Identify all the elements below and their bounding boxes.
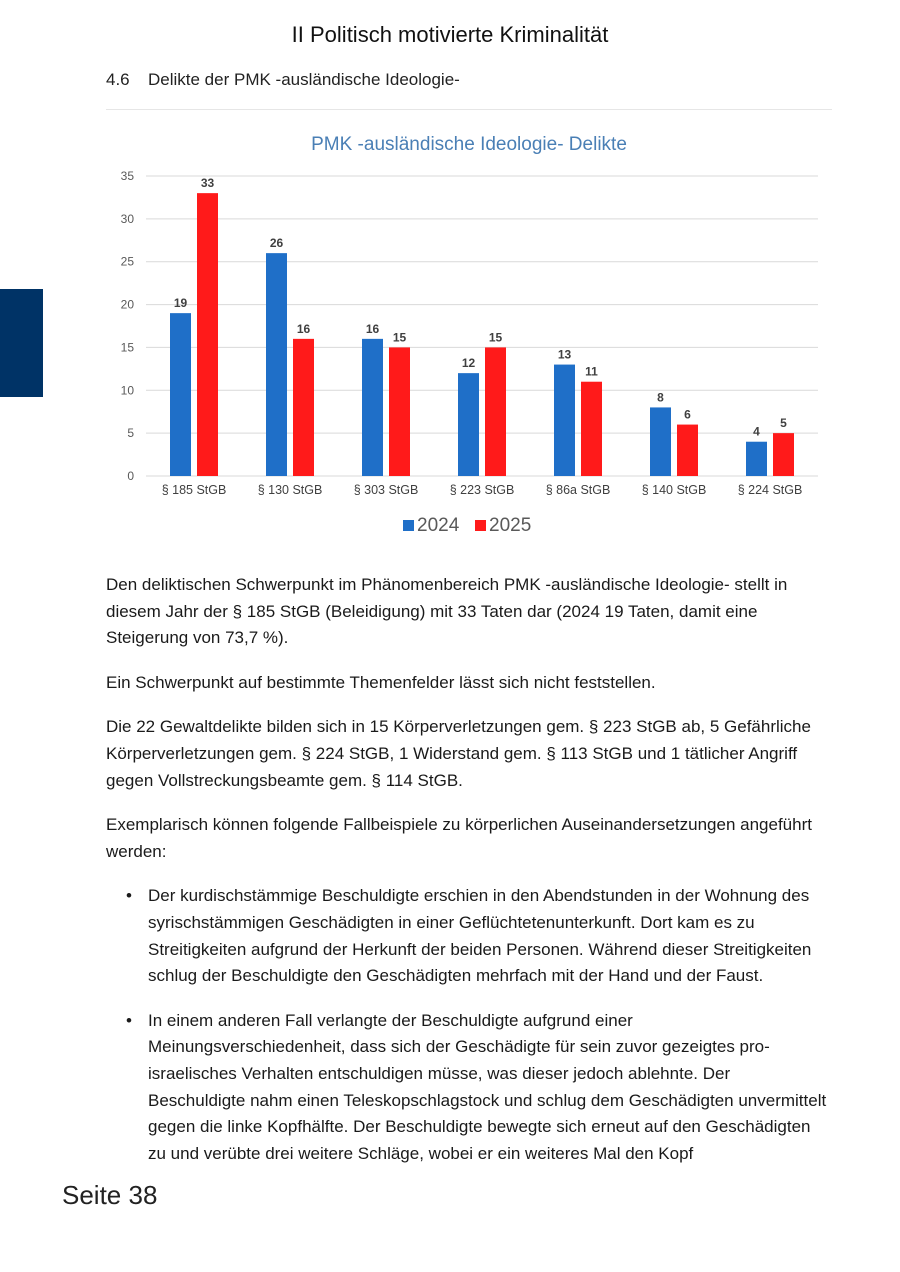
legend-label: 2024: [417, 515, 460, 536]
y-tick-label: 20: [120, 297, 134, 312]
bar-2025: [677, 425, 698, 476]
x-tick-label: § 140 StGB: [641, 483, 707, 497]
y-tick-label: 30: [120, 211, 134, 226]
bar-chart-svg: [106, 110, 832, 547]
data-label: 12: [461, 356, 476, 371]
bar-2024: [554, 365, 575, 476]
section-number: 4.6: [106, 70, 130, 89]
x-tick-label: § 185 StGB: [161, 483, 227, 497]
chapter-side-tab: [0, 289, 43, 397]
list-item-text: Der kurdischstämmige Beschuldigte erschien in den Abendstunden in der Wohnung des syrischstämmigen Geschädigten in einer Geflüchtetenunterkunft. Dort kam es zu Streitigkeiten aufgrund der Herkunft der beiden Personen. Während dieser Streitigkeiten schlug der Beschuldigte den Geschädigten mehrfach mit der Hand und der Faust.: [148, 886, 812, 986]
section-heading: [106, 70, 460, 90]
bar-chart: [106, 109, 832, 547]
case-example-list: [106, 883, 832, 1167]
page-number: Seite 38: [62, 1180, 158, 1210]
y-tick-label: 35: [120, 169, 134, 183]
x-tick-label: § 86a StGB: [545, 483, 611, 497]
data-label: 6: [684, 407, 691, 422]
list-item-text: In einem anderen Fall verlangte der Beschuldigte aufgrund einer Meinungsverschiedenheit, dass sich der Geschädigte für sein zuvor gezeigtes pro-israelisches Verhalten entschuldigen müsse, was dieser jedoch ablehnte. Der Beschuldigte nahm einen Teleskopschlagstock und schlug dem Geschädigten unvermittelt gegen die linke Kopfhälfte. Der Beschuldigte bewegte sich erneut auf den Geschädigten zu und verübte drei weitere Schläge, wobei er ein weiteres Mal den Kopf: [148, 1010, 827, 1163]
legend-swatch: [403, 520, 414, 531]
bar-2024: [362, 339, 383, 476]
bar-2025: [485, 347, 506, 476]
y-tick-label: 15: [120, 340, 134, 355]
bar-2024: [650, 407, 671, 476]
bar-2024: [746, 442, 767, 476]
bar-2025: [773, 433, 794, 476]
data-label: 11: [585, 364, 598, 379]
legend-label: 2025: [489, 515, 532, 536]
x-tick-label: § 224 StGB: [737, 483, 803, 497]
data-label: 5: [780, 416, 787, 431]
y-tick-label: 10: [120, 383, 134, 398]
body-text: [106, 572, 832, 1185]
bullet-icon: •: [126, 886, 132, 906]
data-label: 33: [200, 176, 215, 191]
y-tick-label: 5: [127, 426, 134, 441]
data-label: 15: [488, 330, 503, 345]
x-tick-label: § 303 StGB: [353, 483, 419, 497]
x-tick-label: § 130 StGB: [257, 483, 323, 497]
bar-2024: [266, 253, 287, 476]
x-tick-label: § 223 StGB: [449, 483, 515, 497]
chart-title: PMK -ausländische Ideologie- Delikte: [311, 134, 627, 155]
data-label: 4: [753, 424, 760, 439]
y-tick-label: 0: [127, 469, 134, 483]
page-header: II Politisch motivierte Kriminalität: [291, 22, 609, 47]
legend-swatch: [475, 520, 486, 531]
data-label: 8: [657, 390, 664, 405]
data-label: 26: [269, 236, 284, 251]
bar-2025: [581, 382, 602, 476]
data-label: 15: [392, 330, 407, 345]
bullet-icon: •: [126, 1010, 132, 1030]
bar-2024: [170, 313, 191, 476]
bar-2025: [389, 347, 410, 476]
list-item: [106, 883, 832, 989]
y-tick-label: 25: [120, 254, 134, 269]
paragraph: Exemplarisch können folgende Fallbeispiele zu körperlichen Auseinandersetzungen angeführt werden:: [106, 815, 812, 861]
paragraph: Den deliktischen Schwerpunkt im Phänomenbereich PMK -ausländische Ideologie- stellt in diesem Jahr der § 185 StGB (Beleidigung) mit 33 Taten dar (2024 19 Taten, damit eine Steigerung von 73,7 %).: [106, 575, 788, 648]
bar-2025: [197, 193, 218, 476]
bar-2025: [293, 339, 314, 476]
data-label: 13: [557, 347, 572, 362]
list-item: [106, 1008, 832, 1168]
data-label: 16: [296, 321, 311, 336]
paragraph: Ein Schwerpunkt auf bestimmte Themenfelder lässt sich nicht feststellen.: [106, 672, 656, 692]
paragraph: Die 22 Gewaltdelikte bilden sich in 15 Körperverletzungen gem. § 223 StGB ab, 5 Gefährliche Körperverletzungen gem. § 224 StGB, 1 Widerstand gem. § 113 StGB und 1 tätlicher Angriff gegen Vollstreckungsbeamte gem. § 114 StGB.: [106, 717, 811, 790]
data-label: 16: [365, 321, 380, 336]
data-label: 19: [173, 296, 188, 311]
bar-2024: [458, 373, 479, 476]
section-title: Delikte der PMK -ausländische Ideologie-: [148, 70, 460, 89]
